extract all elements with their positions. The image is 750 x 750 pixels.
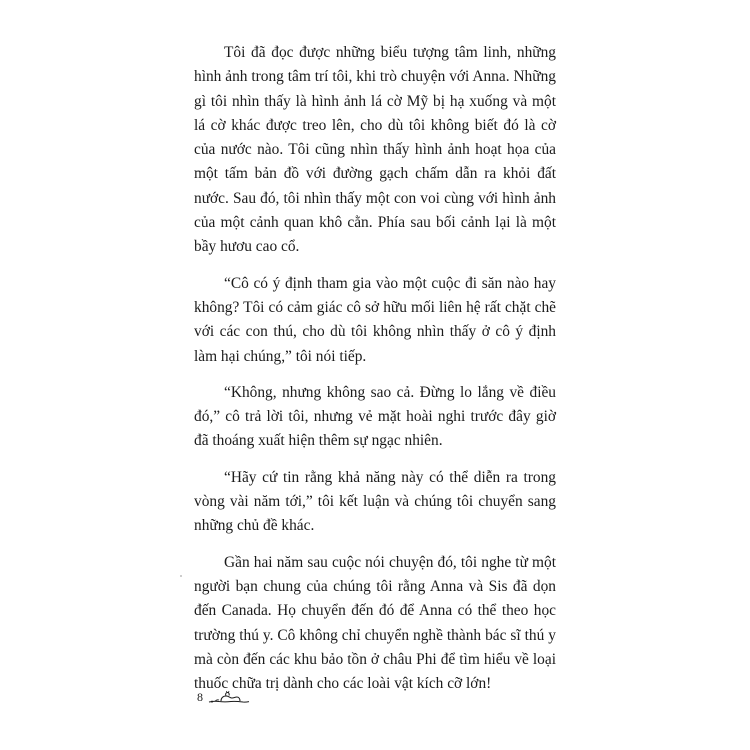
body-text bbox=[194, 41, 556, 696]
paragraph-3: “Không, nhưng không sao cả. Đừng lo lắng về điều đó,” cô trả lời tôi, nhưng vẻ mặt hoài nghi trước đây giờ đã thoáng xuất hiện thêm sự ngạc nhiên. bbox=[194, 383, 556, 450]
reclining-animal-icon bbox=[207, 689, 251, 705]
page-number: 8 bbox=[197, 689, 203, 704]
paragraph-1: Tôi đã đọc được những biểu tượng tâm linh, những hình ảnh trong tâm trí tôi, khi trò chuyện với Anna. Những gì tôi nhìn thấy là hình ảnh lá cờ Mỹ bị hạ xuống và một lá cờ khác được treo lên, cho dù tôi không biết đó là cờ của nước nào. Tôi cũng nhìn thấy hình ảnh hoạt họa của một tấm bản đồ với đường gạch chấm dẫn ra khỏi đất nước. Sau đó, tôi nhìn thấy một con voi cùng với hình ảnh của một cảnh quan khô cằn. Phía sau bối cảnh lại là một bầy hươu cao cổ. bbox=[194, 44, 556, 256]
page-footer bbox=[197, 687, 251, 707]
paragraph-2: “Cô có ý định tham gia vào một cuộc đi săn nào hay không? Tôi có cảm giác cô sở hữu mối liên hệ rất chặt chẽ với các con thú, cho dù tôi không nhìn thấy ở cô ý định làm hại chúng,” tôi nói tiếp. bbox=[194, 274, 556, 365]
paragraph-5: Gần hai năm sau cuộc nói chuyện đó, tôi nghe từ một người bạn chung của chúng tôi rằng Anna và Sis đã dọn đến Canada. Họ chuyển đến đó để Anna có thể theo học trường thú y. Cô không chỉ chuyển nghề thành bác sĩ thú y mà còn đến các khu bảo tồn ở châu Phi để tìm hiểu về loại thuốc chữa trị dành cho các loài vật kích cỡ lớn! bbox=[194, 553, 556, 693]
margin-speck bbox=[180, 575, 182, 577]
paragraph-4: “Hãy cứ tin rằng khả năng này có thể diễn ra trong vòng vài năm tới,” tôi kết luận và chúng tôi chuyển sang những chủ đề khác. bbox=[194, 468, 556, 535]
